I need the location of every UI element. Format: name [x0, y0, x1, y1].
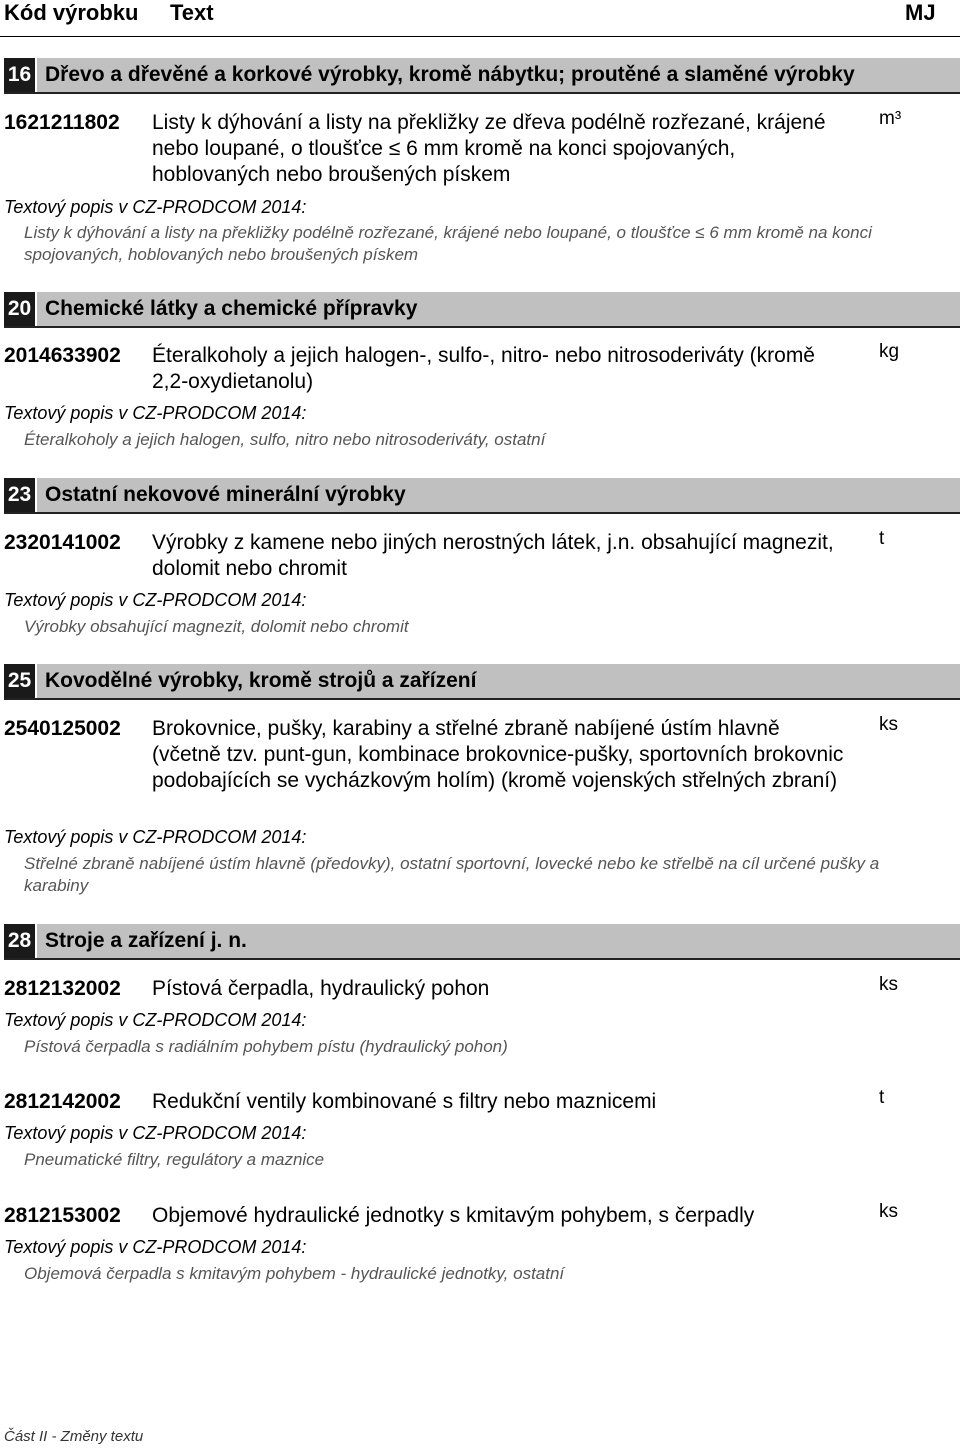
prodcom-label: Textový popis v CZ-PRODCOM 2014: — [4, 1237, 307, 1257]
section-20 — [4, 292, 960, 328]
section-23 — [4, 478, 960, 514]
product-text: Redukční ventily kombinované s filtry nebo maznicemi — [152, 1090, 657, 1113]
product-text: Listy k dýhování a listy na překližky ze dřeva podélně rozřezané, krájené nebo loupané, o tloušťce ≤ 6 mm kromě na konci spojovaných, hoblovaných nebo broušených pískem — [152, 111, 826, 186]
product-code: 2540125002 — [4, 717, 121, 740]
prodcom-label: Textový popis v CZ-PRODCOM 2014: — [4, 590, 307, 610]
section-16 — [4, 58, 960, 94]
prodcom-description: Výrobky obsahující magnezit, dolomit nebo chromit — [24, 617, 409, 636]
product-code: 2320141002 — [4, 531, 121, 554]
prodcom-label: Textový popis v CZ-PRODCOM 2014: — [4, 1123, 307, 1143]
section-title: Kovodělné výrobky, kromě strojů a zařízení — [45, 669, 477, 692]
section-title: Stroje a zařízení j. n. — [45, 929, 247, 952]
product-code: 2014633902 — [4, 344, 121, 367]
product-code: 2812142002 — [4, 1090, 121, 1113]
section-25 — [4, 664, 960, 700]
product-code: 2812153002 — [4, 1204, 121, 1227]
prodcom-description: Objemová čerpadla s kmitavým pohybem - hydraulické jednotky, ostatní — [24, 1264, 565, 1283]
prodcom-description: Éteralkoholy a jejich halogen, sulfo, nitro nebo nitrosoderiváty, ostatní — [24, 430, 546, 449]
section-title: Chemické látky a chemické přípravky — [45, 297, 418, 320]
prodcom-label: Textový popis v CZ-PRODCOM 2014: — [4, 403, 307, 423]
product-unit: m³ — [879, 108, 902, 129]
product-text: Objemové hydraulické jednotky s kmitavým pohybem, s čerpadly — [152, 1204, 755, 1227]
prodcom-label: Textový popis v CZ-PRODCOM 2014: — [4, 197, 307, 217]
product-code: 1621211802 — [4, 111, 120, 134]
prodcom-label: Textový popis v CZ-PRODCOM 2014: — [4, 827, 307, 847]
section-number: 28 — [4, 924, 37, 958]
table-header — [0, 0, 960, 37]
section-number: 23 — [4, 478, 37, 512]
section-number: 25 — [4, 664, 37, 698]
product-unit: t — [879, 528, 885, 549]
product-unit: kg — [879, 341, 900, 362]
prodcom-description: Pneumatické filtry, regulátory a maznice — [24, 1150, 325, 1169]
header-code: Kód výrobku — [4, 0, 139, 25]
section-number: 20 — [4, 292, 37, 326]
product-text: Výrobky z kamene nebo jiných nerostných látek, j.n. obsahující magnezit, dolomit nebo chromit — [152, 531, 834, 580]
prodcom-description: Pístová čerpadla s radiálním pohybem pístu (hydraulický pohon) — [24, 1037, 508, 1056]
section-number: 16 — [4, 58, 37, 92]
product-unit: t — [879, 1087, 885, 1108]
section-28 — [4, 924, 960, 960]
prodcom-description: Střelné zbraně nabíjené ústím hlavně (předovky), ostatní sportovní, lovecké nebo ke střelbě na cíl určené pušky a karabiny — [24, 854, 880, 895]
page-footer: Část II - Změny textu — [4, 1428, 144, 1445]
header-mj: MJ — [905, 0, 936, 25]
product-code: 2812132002 — [4, 977, 121, 1000]
product-unit: ks — [879, 974, 898, 995]
product-text: Pístová čerpadla, hydraulický pohon — [152, 977, 490, 1000]
product-text: Brokovnice, pušky, karabiny a střelné zbraně nabíjené ústím hlavně (včetně tzv. punt-gun, kombinace brokovnice-pušky, sportovních brokovnic podobajících se vycházkovým holím) (kromě vojenských střelných zbraní) — [152, 717, 844, 792]
product-unit: ks — [879, 1201, 898, 1222]
prodcom-label: Textový popis v CZ-PRODCOM 2014: — [4, 1010, 307, 1030]
prodcom-description: Listy k dýhování a listy na překližky podélně rozřezané, krájené nebo loupané, o tloušťce ≤ 6 mm kromě na konci spojovaných, hoblovaných nebo broušených pískem — [24, 223, 872, 264]
section-title: Dřevo a dřevěné a korkové výrobky, kromě nábytku; proutěné a slaměné výrobky — [45, 63, 855, 86]
header-text: Text — [170, 0, 214, 25]
product-text: Éteralkoholy a jejich halogen-, sulfo-, nitro- nebo nitrosoderiváty (kromě 2,2-oxydietanolu) — [152, 344, 815, 393]
section-title: Ostatní nekovové minerální výrobky — [45, 483, 406, 506]
product-unit: ks — [879, 714, 898, 735]
